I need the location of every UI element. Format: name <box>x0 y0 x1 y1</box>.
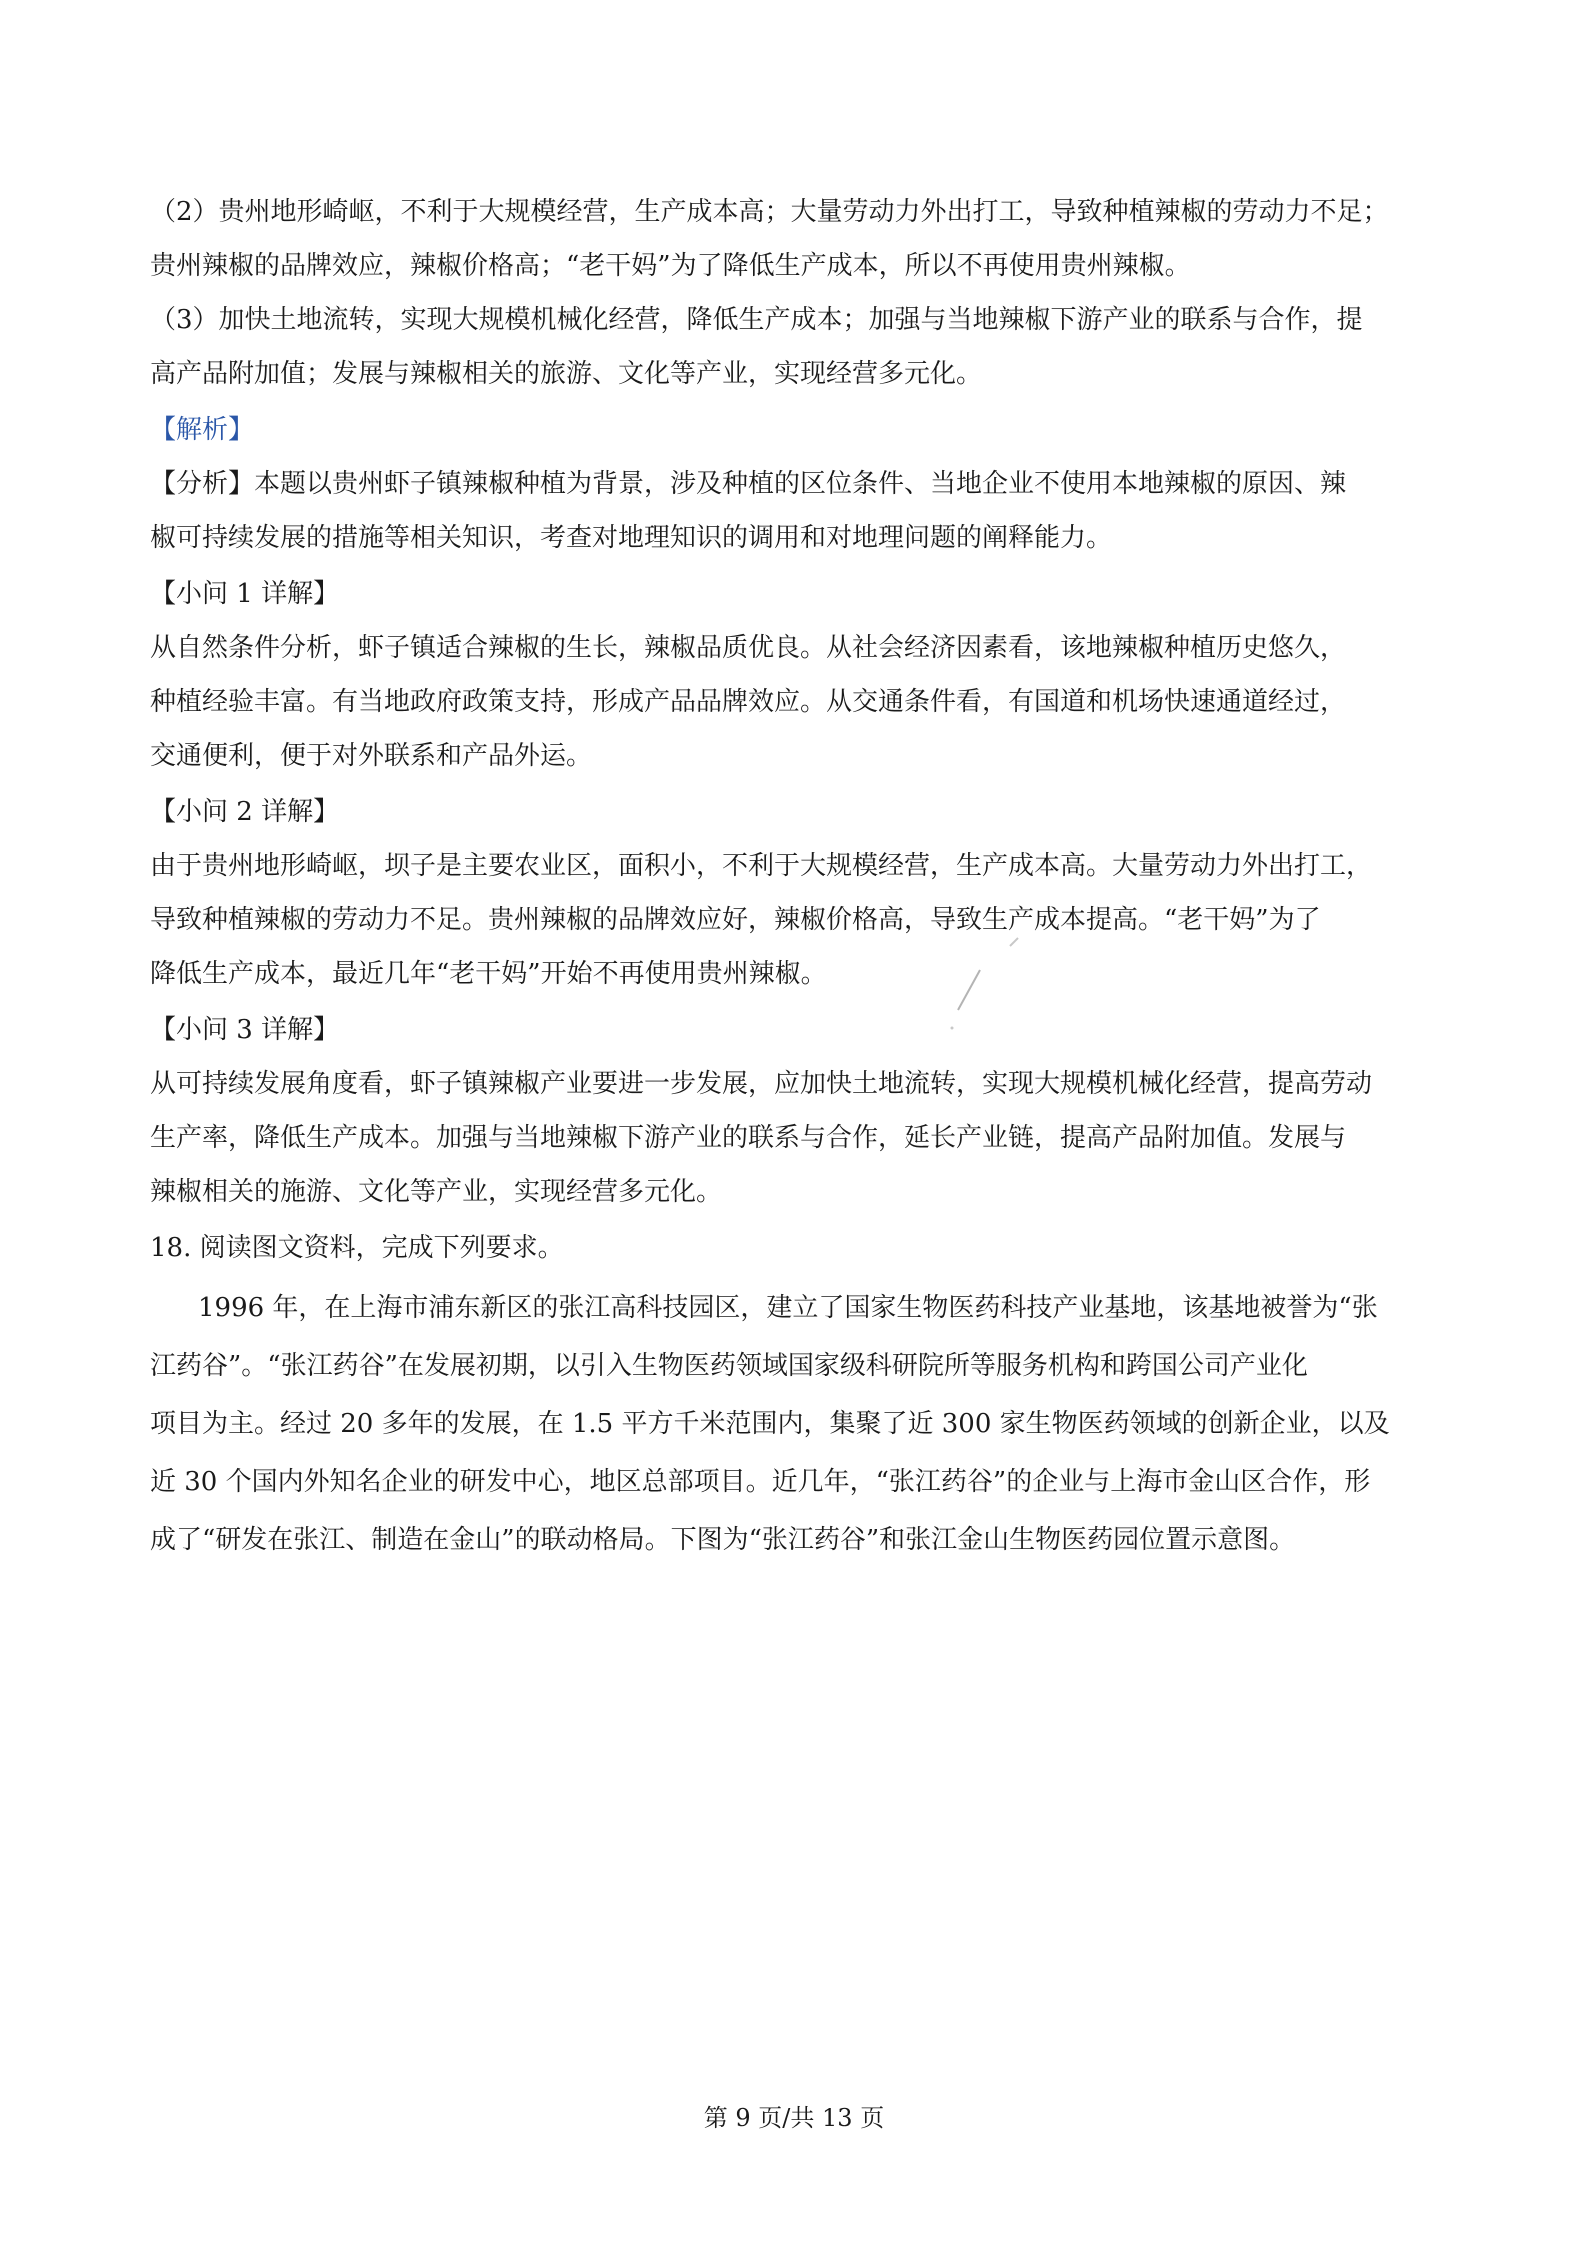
analysis-line-1: 【分析】本题以贵州虾子镇辣椒种植为背景，涉及种植的区位条件、当地企业不使用本地辣椒的原因、辣 <box>150 469 1347 499</box>
sub-question-3-line-1: 从可持续发展角度看，虾子镇辣椒产业要进一步发展，应加快土地流转，实现大规模机械化经营，提高劳动 <box>150 1069 1373 1099</box>
sub-question-2-heading: 【小问 2 详解】 <box>150 797 340 827</box>
page-number: 第 9 页/共 13 页 <box>703 2104 885 2132</box>
sub-question-3-heading: 【小问 3 详解】 <box>150 1015 340 1045</box>
question-18-paragraph-line-4: 近 30 个国内外知名企业的研发中心，地区总部项目。近几年，“张江药谷”的企业与上海市金山区合作，形 <box>150 1467 1371 1497</box>
sub-question-2-line-1: 由于贵州地形崎岖，坝子是主要农业区，面积小，不利于大规模经营，生产成本高。大量劳动力外出打工， <box>150 851 1373 881</box>
sub-question-3-line-3: 辣椒相关的施游、文化等产业，实现经营多元化。 <box>150 1177 723 1207</box>
analysis-line-2: 椒可持续发展的措施等相关知识，考查对地理知识的调用和对地理问题的阐释能力。 <box>150 523 1113 553</box>
sub-question-2-line-3: 降低生产成本，最近几年“老干妈”开始不再使用贵州辣椒。 <box>150 959 827 989</box>
sub-question-1-heading: 【小问 1 详解】 <box>150 579 340 609</box>
answer-3-line-2: 高产品附加值；发展与辣椒相关的旅游、文化等产业，实现经营多元化。 <box>150 359 983 389</box>
analysis-heading: 【解析】 <box>150 415 255 445</box>
sub-question-3-line-2: 生产率，降低生产成本。加强与当地辣椒下游产业的联系与合作，延长产业链，提高产品附加值。发展与 <box>150 1123 1347 1153</box>
answer-3-line-1: （3）加快土地流转，实现大规模机械化经营，降低生产成本；加强与当地辣椒下游产业的联系与合作，提 <box>150 305 1363 335</box>
question-18-paragraph-line-3: 项目为主。经过 20 多年的发展，在 1.5 平方千米范围内，集聚了近 300 家生物医药领域的创新企业，以及 <box>150 1409 1390 1439</box>
sub-question-1-line-1: 从自然条件分析，虾子镇适合辣椒的生长，辣椒品质优良。从社会经济因素看，该地辣椒种植历史悠久， <box>150 633 1347 663</box>
sub-question-1-line-3: 交通便利，便于对外联系和产品外运。 <box>150 741 593 771</box>
question-18-paragraph-line-2: 江药谷”。“张江药谷”在发展初期，以引入生物医药领域国家级科研院所等服务机构和跨国公司产业化 <box>150 1351 1308 1381</box>
answer-2-line-2: 贵州辣椒的品牌效应，辣椒价格高；“老干妈”为了降低生产成本，所以不再使用贵州辣椒。 <box>150 251 1191 281</box>
question-18-paragraph-line-5: 成了“研发在张江、制造在金山”的联动格局。下图为“张江药谷”和张江金山生物医药园位置示意图。 <box>150 1525 1296 1555</box>
sub-question-1-line-2: 种植经验丰富。有当地政府政策支持，形成产品品牌效应。从交通条件看，有国道和机场快速通道经过， <box>150 687 1347 717</box>
sub-question-2-line-2: 导致种植辣椒的劳动力不足。贵州辣椒的品牌效应好，辣椒价格高，导致生产成本提高。“老干妈”为了 <box>150 905 1321 935</box>
question-18-paragraph-line-1: 1996 年，在上海市浦东新区的张江高科技园区，建立了国家生物医药科技产业基地，该基地被誉为“张 <box>198 1293 1378 1323</box>
answer-2-line-1: （2）贵州地形崎岖，不利于大规模经营，生产成本高；大量劳动力外出打工，导致种植辣椒的劳动力不足； <box>150 197 1389 227</box>
question-18-title: 18. 阅读图文资料，完成下列要求。 <box>150 1233 564 1263</box>
